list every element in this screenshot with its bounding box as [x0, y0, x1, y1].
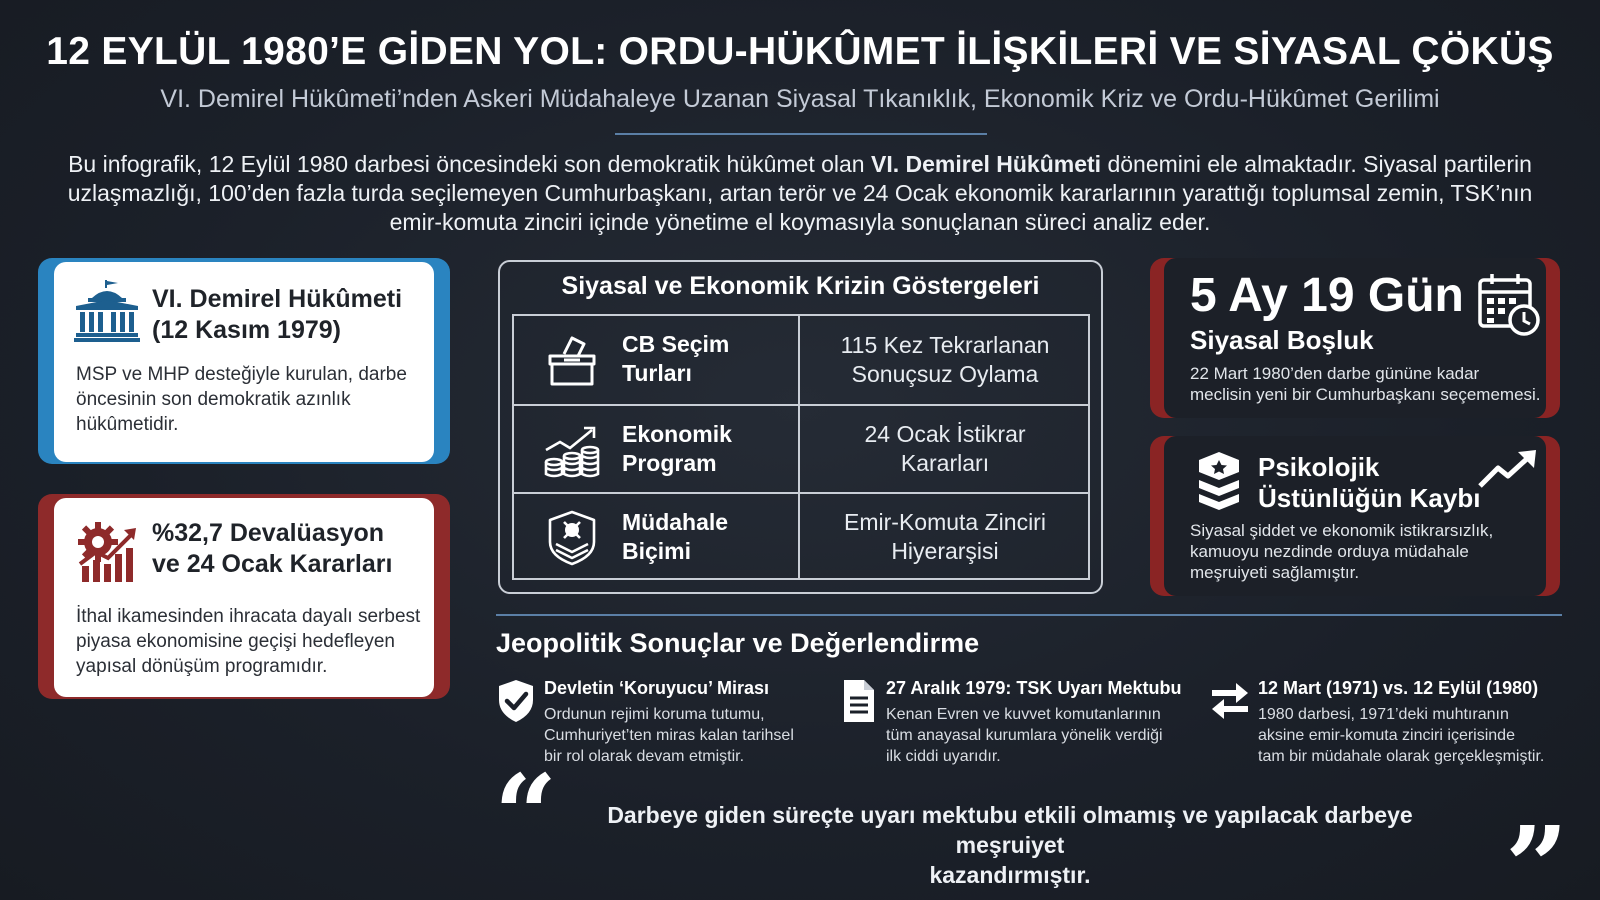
quote-open-mark: “ [494, 750, 558, 879]
trend-up-arrow-icon [1478, 450, 1538, 490]
stat-description-line1: 22 Mart 1980’den darbe gününe kadar [1190, 364, 1480, 383]
indicator-label-line1: CB Seçim [622, 331, 730, 357]
card-government-title-line2: (12 Kasım 1979) [152, 316, 342, 344]
exchange-arrows-icon [1210, 678, 1250, 724]
header-divider [615, 133, 987, 135]
page-subtitle: VI. Demirel Hükûmeti’nden Askeri Müdahaleye Uzanan Siyasal Tıkanıklık, Ekonomik Kriz ve Ordu-Hükûmet Gerilimi [160, 85, 1440, 113]
intro-text-bold: VI. Demirel Hükûmeti [871, 151, 1102, 177]
quote-close-mark: ” [1505, 802, 1569, 900]
geo-item-line: bir rol olarak devam etmiştir. [544, 748, 745, 765]
psych-title [1258, 452, 1480, 514]
card-government-title [152, 284, 402, 346]
quote-text [560, 800, 1460, 890]
geopolitics-title: Jeopolitik Sonuçlar ve Değerlendirme [496, 628, 980, 658]
card-devaluation-body: İthal ikamesinden ihracata dayalı serbest piyasa ekonomisine geçişi hedefleyen yapısal dönüşüm programıdır. [76, 606, 421, 677]
indicator-value-line2: Kararları [900, 450, 990, 476]
geo-item-line: tam bir müdahale olarak gerçekleşmiştir. [1258, 748, 1545, 765]
quote-line2: kazandırmıştır. [929, 862, 1091, 888]
indicator-value-line1: 24 Ocak İstikrar [864, 421, 1026, 447]
indicator-value [802, 406, 1088, 492]
geo-item-title: Devletin ‘Koruyucu’ Mirası [544, 678, 770, 698]
indicator-label-line2: Biçimi [622, 538, 692, 564]
indicators-table [512, 314, 1090, 580]
intro-text-before: Bu infografik, 12 Eylül 1980 darbesi öncesindeki son demokratik hükûmet olan [68, 151, 871, 177]
stat-description-line2: meclisin yeni bir Cumhurbaşkanı seçememesi. [1190, 385, 1541, 404]
indicator-row [514, 404, 1088, 492]
indicator-label-cell [514, 316, 800, 404]
indicator-label-cell [514, 406, 800, 492]
military-badge-icon [542, 508, 602, 568]
indicator-label-line2: Turları [622, 360, 692, 386]
card-government-title-line1: VI. Demirel Hükûmeti [152, 285, 403, 313]
geo-item-line: Kenan Evren ve kuvvet komutanlarının [886, 706, 1161, 723]
geo-item-body [1258, 704, 1544, 767]
psych-description-line2: kamuoyu nezdinde orduya müdahale [1190, 542, 1469, 561]
geo-item-title: 27 Aralık 1979: TSK Uyarı Mektubu [886, 678, 1182, 698]
psych-title-line1: Psikolojik [1258, 452, 1380, 482]
intro-text-after: dönemini ele almaktadır. Siyasal partilerin uzlaşmazlığı, 100’den fazla turda seçilemeyen Cumhurbaşkanı, artan terör ve 24 Ocak ekonomik kararlarının yarattığı toplumsal zemin, TSK’nın emir-komuta zinciri içinde yönetime el koymasıyla sonuçlanan süreci analiz eder. [67, 151, 1533, 235]
geo-item-line: Cumhuriyet’ten miras kalan tarihsel [544, 727, 794, 744]
card-devaluation [54, 498, 434, 697]
card-government [54, 262, 434, 462]
coins-growth-icon [542, 420, 602, 480]
indicator-label-cell [514, 494, 800, 580]
indicator-label [622, 330, 729, 388]
geo-item-body [886, 704, 1163, 767]
indicator-value [802, 316, 1088, 404]
psych-description-line1: Siyasal şiddet ve ekonomik istikrarsızlık, [1190, 521, 1494, 540]
indicators-title: Siyasal ve Ekonomik Krizin Göstergeleri [561, 272, 1040, 300]
quote-line1: Darbeye giden süreçte uyarı mektubu etkili olmamış ve yapılacak darbeye meşruiyet [607, 802, 1413, 858]
geo-item-line: ilk ciddi uyarıdır. [886, 748, 1001, 765]
section-divider [496, 614, 1562, 616]
government-building-icon [74, 280, 140, 342]
intro-paragraph [50, 150, 1550, 237]
indicator-row [514, 316, 1088, 404]
stat-description [1190, 363, 1541, 405]
indicator-label [622, 420, 732, 478]
psych-description-line3: meşruiyeti sağlamıştır. [1190, 563, 1360, 582]
ballot-box-icon [542, 330, 602, 390]
card-devaluation-title-line2: ve 24 Ocak Kararları [152, 550, 393, 578]
indicator-label-line1: Müdahale [622, 509, 729, 535]
geo-item-line: aksine emir-komuta zinciri içerisinde [1258, 727, 1515, 744]
card-devaluation-title-line1: %32,7 Devalüasyon [152, 519, 385, 547]
calendar-clock-icon [1476, 272, 1542, 338]
page-title: 12 EYLÜL 1980’E GİDEN YOL: ORDU-HÜKÛMET İLİŞKİLERİ VE SİYASAL ÇÖKÜŞ [46, 30, 1554, 73]
indicator-value-line1: 115 Kez Tekrarlanan [840, 332, 1050, 358]
indicator-row [514, 492, 1088, 580]
rank-chevron-icon [1195, 450, 1243, 512]
geo-item-body [544, 704, 794, 767]
indicator-label [622, 508, 728, 566]
indicator-value [802, 494, 1088, 580]
indicator-value-line2: Sonuçsuz Oylama [851, 361, 1039, 387]
indicator-label-line1: Ekonomik [622, 421, 732, 447]
stat-label: Siyasal Boşluk [1190, 325, 1374, 355]
economy-gear-chart-icon [74, 520, 140, 582]
geo-item-title: 12 Mart (1971) vs. 12 Eylül (1980) [1258, 678, 1539, 698]
geo-item-line: tüm anayasal kurumlara yönelik verdiği [886, 727, 1163, 744]
psych-title-line2: Üstünlüğün Kaybı [1258, 483, 1481, 513]
indicator-value-line1: Emir-Komuta Zinciri [844, 509, 1046, 535]
psych-description [1190, 520, 1493, 583]
geo-item-line: Ordunun rejimi koruma tutumu, [544, 706, 765, 723]
card-devaluation-title [152, 518, 392, 580]
document-icon [838, 678, 878, 724]
geo-item-line: 1980 darbesi, 1971’deki muhtıranın [1258, 706, 1509, 723]
card-government-body: MSP ve MHP desteğiyle kurulan, darbe öncesinin son demokratik azınlık hükûmetidir. [76, 364, 407, 435]
indicator-label-line2: Program [622, 450, 717, 476]
stat-value: 5 Ay 19 Gün [1190, 269, 1464, 322]
shield-check-icon [496, 678, 536, 724]
indicator-value-line2: Hiyerarşisi [891, 538, 999, 564]
